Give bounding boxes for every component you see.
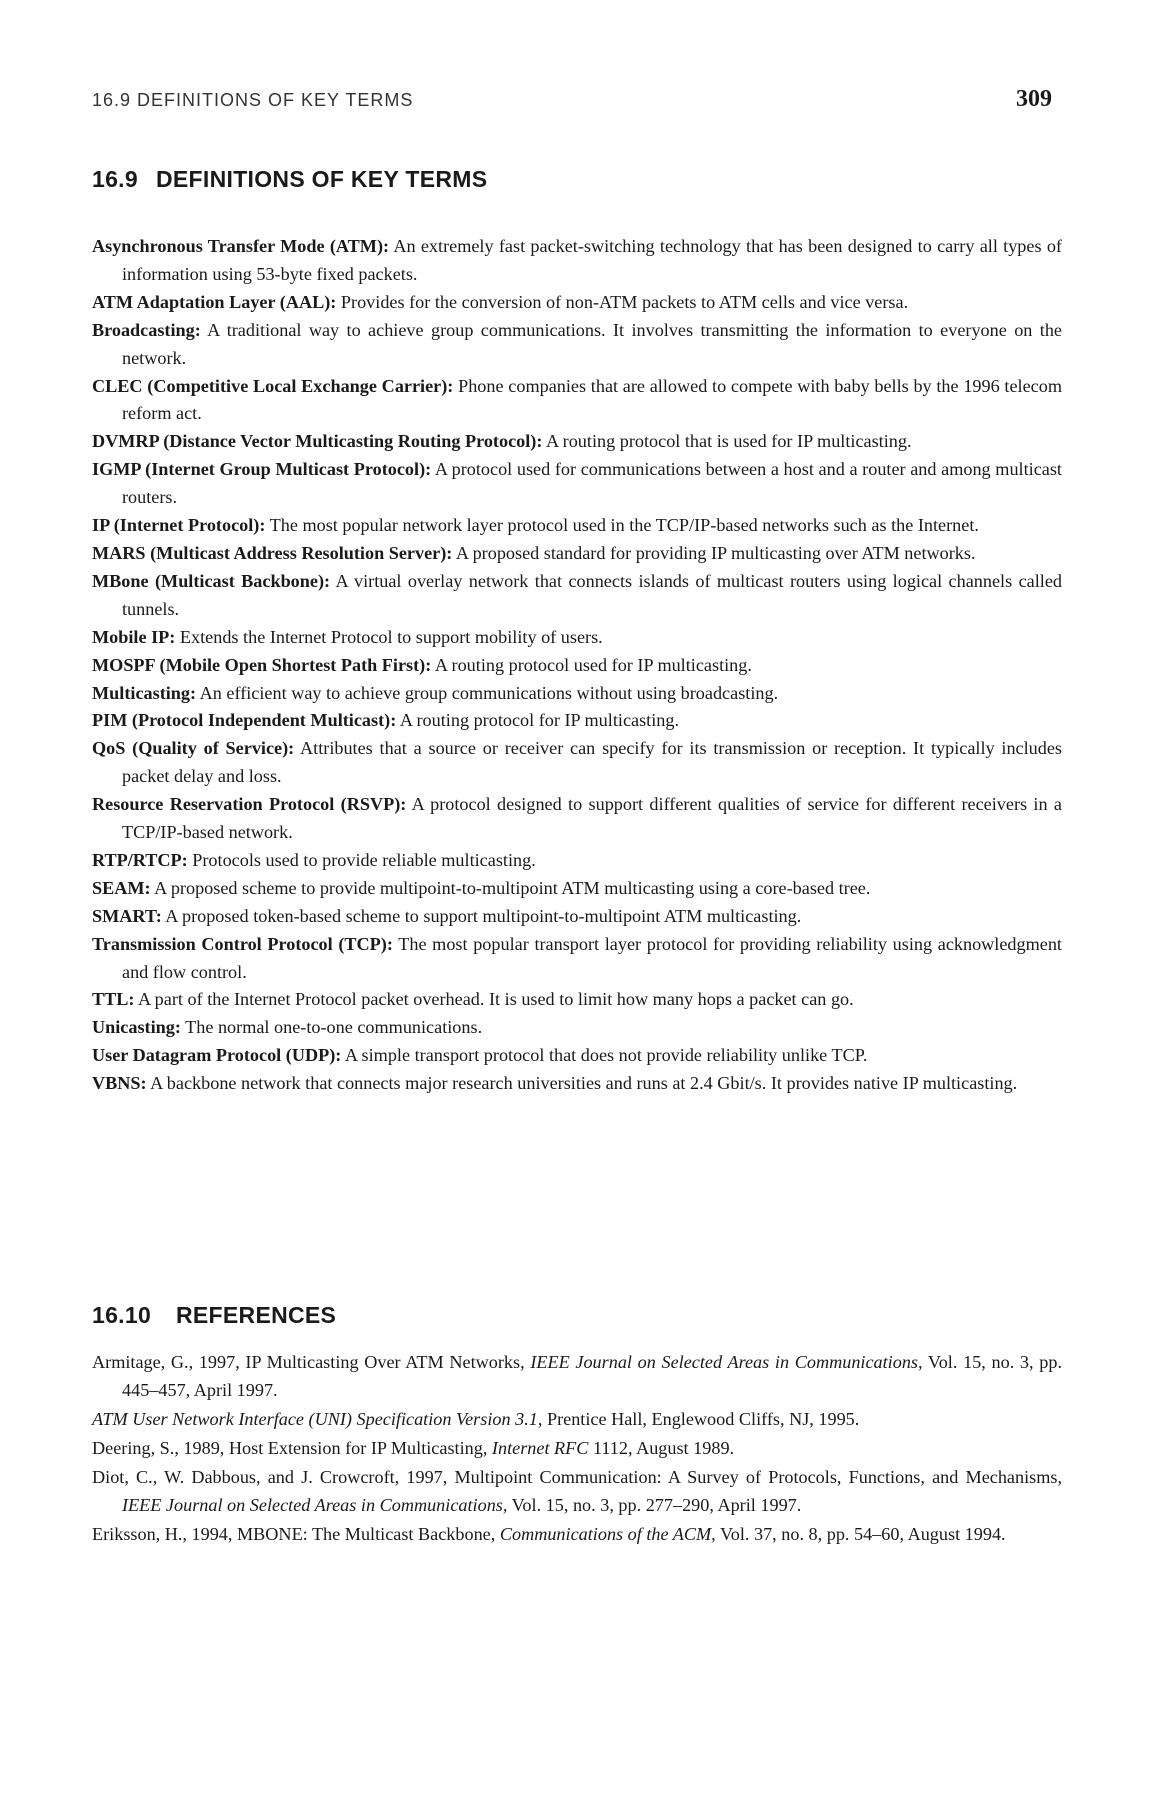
term-definition: The normal one-to-one communications.: [180, 1017, 483, 1038]
term-entry: [92, 540, 1062, 568]
term-entry: [92, 568, 1062, 624]
reference-details: 1112, August 1989.: [588, 1438, 735, 1458]
reference-text: Armitage, G., 1997, IP Multicasting Over ATM Networks,: [92, 1352, 531, 1372]
reference-entry: [92, 1520, 1062, 1548]
term-definition: The most popular network layer protocol used in the TCP/IP-based networks such as the Internet.: [265, 515, 979, 536]
reference-source: IEEE Journal on Selected Areas in Communications,: [530, 1352, 923, 1372]
term-definition: Attributes that a source or receiver can specify for its transmission or reception. It typically includes packet delay and loss.: [122, 738, 1062, 787]
key-terms-list: [92, 233, 1062, 1098]
term-definition: Phone companies that are allowed to compete with baby bells by the 1996 telecom reform act.: [122, 375, 1062, 424]
section-heading-definitions: [92, 166, 487, 193]
term-definition: A protocol used for communications between a host and a router and among multicast routers.: [122, 459, 1062, 508]
term-name: IGMP (Internet Group Multicast Protocol):: [92, 459, 432, 480]
term-name: Resource Reservation Protocol (RSVP):: [92, 794, 407, 815]
term-entry: [92, 428, 1062, 456]
section-number: 16.10: [92, 1302, 152, 1328]
term-name: Transmission Control Protocol (TCP):: [92, 933, 393, 954]
term-entry: [92, 456, 1062, 512]
reference-source: ATM User Network Interface (UNI) Specification Version 3.1,: [92, 1409, 543, 1429]
term-entry: [92, 233, 1062, 289]
term-definition: A virtual overlay network that connects islands of multicast routers using logical channels called tunnels.: [122, 570, 1062, 619]
term-name: MOSPF (Mobile Open Shortest Path First):: [92, 654, 432, 675]
term-name: PIM (Protocol Independent Multicast):: [92, 710, 397, 731]
term-entry: [92, 373, 1062, 429]
term-entry: [92, 875, 1062, 903]
reference-entry: [92, 1348, 1062, 1404]
term-name: MARS (Multicast Address Resolution Server):: [92, 542, 453, 563]
term-name: IP (Internet Protocol):: [92, 515, 266, 536]
term-definition: A routing protocol used for IP multicasting.: [431, 654, 752, 675]
page-number: 309: [1016, 86, 1052, 112]
term-entry: [92, 680, 1062, 708]
term-definition: A routing protocol that is used for IP multicasting.: [542, 431, 912, 452]
reference-source: Communications of the ACM,: [499, 1524, 716, 1544]
term-definition: An extremely fast packet-switching technology that has been designed to carry all types of information using 53-byte fixed packets.: [122, 236, 1062, 284]
term-entry: [92, 1014, 1062, 1042]
term-entry: [92, 624, 1062, 652]
term-name: TTL:: [92, 989, 135, 1010]
term-name: Asynchronous Transfer Mode (ATM):: [92, 236, 390, 256]
term-name: Unicasting:: [92, 1017, 181, 1038]
term-name: VBNS:: [92, 1073, 147, 1094]
term-entry: [92, 903, 1062, 931]
term-name: User Datagram Protocol (UDP):: [92, 1045, 342, 1066]
reference-entry: [92, 1405, 1062, 1433]
term-entry: [92, 735, 1062, 791]
term-name: SEAM:: [92, 877, 151, 898]
references-list: [92, 1348, 1062, 1549]
term-entry: [92, 1070, 1062, 1098]
reference-details: Prentice Hall, Englewood Cliffs, NJ, 1995.: [542, 1409, 860, 1429]
reference-text: Eriksson, H., 1994, MBONE: The Multicast Backbone,: [92, 1524, 500, 1544]
reference-text: Diot, C., W. Dabbous, and J. Crowcroft, 1997, Multipoint Communication: A Survey of Protocols, Functions, and Mechanisms,: [92, 1467, 1062, 1487]
reference-source: IEEE Journal on Selected Areas in Communications,: [122, 1495, 508, 1515]
running-head: [92, 86, 1062, 116]
term-entry: [92, 317, 1062, 373]
term-name: ATM Adaptation Layer (AAL):: [92, 291, 337, 312]
term-definition: Protocols used to provide reliable multicasting.: [187, 849, 536, 870]
term-entry: [92, 791, 1062, 847]
reference-details: Vol. 15, no. 3, pp. 445–457, April 1997.: [122, 1352, 1062, 1400]
term-definition: The most popular transport layer protocol for providing reliability using acknowledgment and flow control.: [122, 933, 1062, 982]
term-name: Multicasting:: [92, 682, 197, 703]
term-name: Mobile IP:: [92, 626, 176, 647]
term-definition: A traditional way to achieve group communications. It involves transmitting the information to everyone on the network.: [122, 319, 1062, 368]
term-name: MBone (Multicast Backbone):: [92, 570, 331, 591]
term-entry: [92, 1042, 1062, 1070]
reference-details: Vol. 15, no. 3, pp. 277–290, April 1997.: [507, 1495, 802, 1515]
term-definition: A protocol designed to support different qualities of service for different receivers in a TCP/IP-based network.: [122, 794, 1062, 843]
term-entry: [92, 652, 1062, 680]
term-definition: A routing protocol for IP multicasting.: [396, 710, 680, 731]
term-definition: An efficient way to achieve group communications without using broadcasting.: [196, 682, 779, 703]
term-entry: [92, 707, 1062, 735]
term-entry: [92, 847, 1062, 875]
term-definition: Extends the Internet Protocol to support mobility of users.: [175, 626, 603, 647]
reference-source: Internet RFC: [491, 1438, 589, 1458]
term-definition: A simple transport protocol that does not provide reliability unlike TCP.: [341, 1045, 868, 1066]
reference-entry: [92, 1463, 1062, 1519]
term-name: DVMRP (Distance Vector Multicasting Routing Protocol):: [92, 431, 543, 452]
term-definition: A part of the Internet Protocol packet overhead. It is used to limit how many hops a packet can go.: [134, 989, 854, 1010]
term-name: QoS (Quality of Service):: [92, 738, 295, 759]
term-name: SMART:: [92, 905, 162, 926]
term-name: Broadcasting:: [92, 319, 201, 340]
section-title: REFERENCES: [176, 1302, 337, 1328]
term-definition: A proposed standard for providing IP multicasting over ATM networks.: [452, 542, 976, 563]
term-entry: [92, 289, 1062, 317]
term-definition: Provides for the conversion of non-ATM packets to ATM cells and vice versa.: [336, 291, 909, 312]
reference-entry: [92, 1434, 1062, 1462]
term-definition: A proposed token-based scheme to support multipoint-to-multipoint ATM multicasting.: [161, 905, 802, 926]
term-entry: [92, 986, 1062, 1014]
section-heading-references: [92, 1302, 336, 1329]
term-entry: [92, 512, 1062, 540]
term-entry: [92, 931, 1062, 987]
term-definition: A proposed scheme to provide multipoint-to-multipoint ATM multicasting using a core-based tree.: [150, 877, 871, 898]
term-name: CLEC (Competitive Local Exchange Carrier):: [92, 375, 454, 396]
term-definition: A backbone network that connects major research universities and runs at 2.4 Gbit/s. It provides native IP multicasting.: [146, 1073, 1018, 1094]
reference-text: Deering, S., 1989, Host Extension for IP Multicasting,: [92, 1438, 492, 1458]
section-number: 16.9: [92, 166, 138, 192]
term-name: RTP/RTCP:: [92, 849, 188, 870]
reference-details: Vol. 37, no. 8, pp. 54–60, August 1994.: [715, 1524, 1006, 1544]
section-title: DEFINITIONS OF KEY TERMS: [156, 166, 488, 192]
running-head-title: 16.9 DEFINITIONS OF KEY TERMS: [92, 90, 414, 110]
